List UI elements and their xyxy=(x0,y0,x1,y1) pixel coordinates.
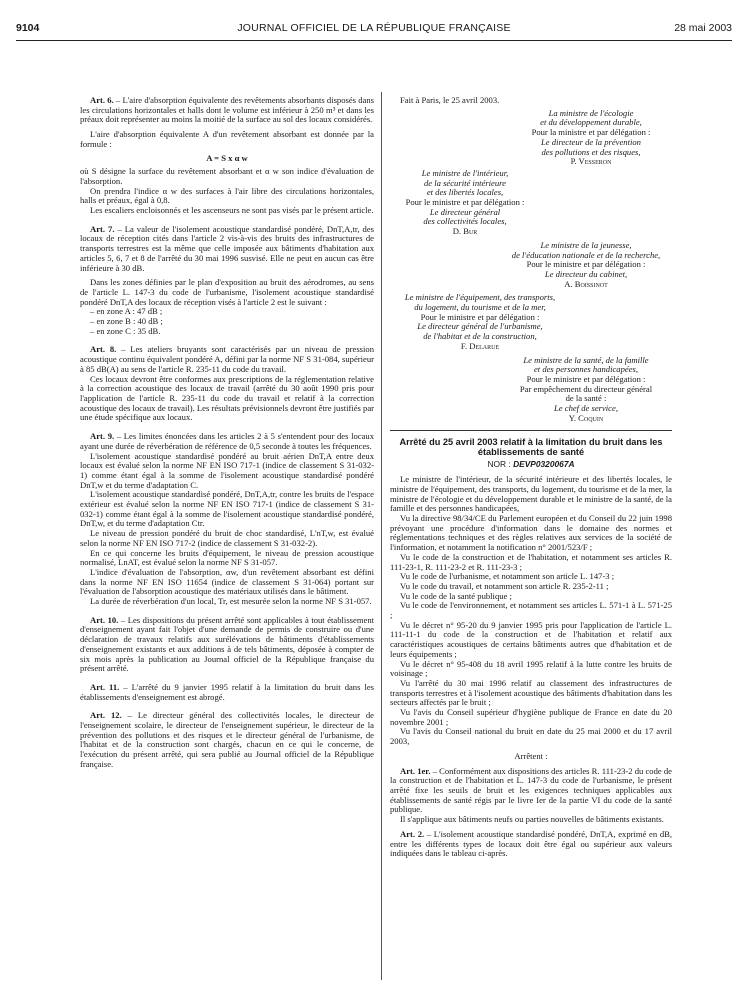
arretent: Arrêtent : xyxy=(514,750,548,761)
signatory-title: du logement, du tourisme et de la mer, xyxy=(414,302,546,313)
art7-para1 xyxy=(80,225,374,274)
signatory-title: Le ministre de la jeunesse, xyxy=(540,239,632,250)
article-number: Art. 11. xyxy=(90,681,120,692)
article-text: – L'arrêté du 9 janvier 1995 relatif à la limitation du bruit dans les établissements d'enseignement est abrogé. xyxy=(80,681,374,702)
vu-item: Vu le code de l'environnement, et notamment ses articles L. 571-1 à L. 571-25 ; xyxy=(390,600,672,621)
signatory-name: F. Delarue xyxy=(460,340,500,351)
place-date: Fait à Paris, le 25 avril 2003. xyxy=(400,95,500,105)
article-text: – Les dispositions du présent arrêté sont applicables à tout établissement d'enseignement ayant fait l'objet d'une demande de permis de construire ou d'une déclaration de travaux relatifs aux surélévations de bâtiments d'établissements d'enseignement existants et aux additions à de tels bâtiments, déposée à compter de six mois après la publication au Journal officiel de la République française du présent arrêté. xyxy=(80,614,375,674)
preamble: Le ministre de l'intérieur, de la sécurité intérieure et des libertés locales, le ministre de l'équipement, des transports, du logement, du tourisme et de la mer, la ministre de l'écologie et du développement durable et le ministre de la santé, de la famille et des personnes handicapées, xyxy=(390,474,672,514)
vu-item: Vu l'arrêté du 30 mai 1996 relatif au classement des infrastructures de transports terrestres et à l'isolement acoustique des bâtiments d'habitation dans les secteurs affectés par le bruit ; xyxy=(390,677,672,708)
formula: A = S x α w xyxy=(206,152,248,163)
signatory-title: et des libertés locales, xyxy=(426,187,504,198)
art6-para5: Les escaliers encloisonnés et les ascenseurs ne sont pas visés par le présent article. xyxy=(90,205,374,216)
journal-title: JOURNAL OFFICIEL DE LA RÉPUBLIQUE FRANÇAISE xyxy=(237,22,511,34)
delegation: Pour le ministre et par délégation : xyxy=(405,197,525,208)
art7-para2: Dans les zones définies par le plan d'exposition au bruit des aérodromes, au sens de l'article L. 147-3 du code de l'urbanisme, l'isolement acoustique standardisé pondéré DnT,A des locaux de réception visés à l'article 2 est le suivant : xyxy=(80,277,374,307)
article-text: – La valeur de l'isolement acoustique standardisé pondéré, DnT,A,tr, des locaux de réception cités dans l'article 2 vis-à-vis des bruits des infrastructures de transports terrestres est la même que celle imposée aux bâtiments d'habitation aux articles 5, 6, 7 et 8 de l'arrêté du 30 mai 1996 susvisé. Elle ne peut en aucun cas être inférieure à 30 dB. xyxy=(80,223,375,273)
signatory-role: de l'habitat et de la construction, xyxy=(423,331,537,342)
vu-item: Vu le code de la construction et de l'habitation, et notamment ses articles R. 111-23-1, R. 111-23-2 et R. 111-23-3 ; xyxy=(390,551,672,572)
delegation: Pour la ministre et par délégation : xyxy=(531,127,651,138)
article-number: Art. 7. xyxy=(90,223,115,234)
art1-para1 xyxy=(390,767,672,816)
issue-date: 28 mai 2003 xyxy=(674,22,732,34)
article-number: Art. 12. xyxy=(90,710,122,721)
signatory-title: et des personnes handicapées, xyxy=(533,364,639,375)
article-text: – Le directeur général des collectivités locales, le directeur de l'enseignement scolaire, le directeur de l'enseignement supérieur, le directeur de la prévention des pollutions et des risques et le directeur général de l'urbanisme, de l'habitat et de la construction sont chargés, chacun en ce qui le concerne, de l'exécution du présent arrêté, qui sera publié au Journal officiel de la République française. xyxy=(80,710,375,769)
signatory-role: Le directeur de la prévention xyxy=(541,136,641,147)
signatory-role: des pollutions et des risques, xyxy=(541,146,641,157)
signatory-role: Le chef de service, xyxy=(554,403,618,414)
delegation: Par empêchement du directeur général xyxy=(519,383,653,394)
article-number: Art. 9. xyxy=(90,431,115,442)
decree-title: Arrêté du 25 avril 2003 relatif à la limitation du bruit dans les établissements de santé xyxy=(399,436,663,457)
article-number: Art. 1er. xyxy=(400,765,431,776)
zone-c: – en zone C : 35 dB. xyxy=(90,325,161,336)
vu-item: Vu la directive 98/34/CE du Parlement européen et du Conseil du 22 juin 1998 prévoyant une procédure d'information dans le domaine des normes et réglementations techniques et des règles relatives aux services de la société de l'information, et notamment la notification n° 2001/523/F ; xyxy=(390,513,672,553)
nor-value: DEVP0320067A xyxy=(513,458,575,469)
art6-para4: On prendra l'indice α w des surfaces à l'air libre des circulations horizontales, halls et préaux, égal à 0,8. xyxy=(80,185,374,206)
page-number: 9104 xyxy=(16,22,40,34)
article-text: – Les ateliers bruyants sont caractérisés par un niveau de pression acoustique continu équivalent pondéré A, défini par la norme NF S 31-084, supérieur à 85 dB(A) au sens de l'article R. 235-11 du code du travail. xyxy=(80,344,375,374)
article-text: – Conformément aux dispositions des articles R. 111-23-2 du code de la construction et de l'habitation et L. 147-3 du code de l'urbanisme, le présent arrêté fixe les seuils de bruit et les exigences techniques applicables aux établissements de santé régis par le livre Ier de la partie VI du code de la santé publique. xyxy=(390,765,672,815)
signatory-title: de l'éducation nationale et de la recherche, xyxy=(511,249,661,260)
signatory-title: Le ministre de l'intérieur, xyxy=(421,167,509,178)
signatory-name: P. Vesseron xyxy=(570,156,612,167)
article-number: Art. 10. xyxy=(90,614,119,625)
vu-item: Vu le code de l'urbanisme, et notamment son article L. 147-3 ; xyxy=(400,571,615,582)
signature-block-equipement xyxy=(390,293,570,351)
art6-para2: L'aire d'absorption équivalente A d'un revêtement absorbant est donnée par la formule : xyxy=(80,129,374,149)
signatory-title: La ministre de l'écologie xyxy=(548,107,634,118)
art9-para5: En ce qui concerne les bruits d'équipement, le niveau de pression acoustique normalisé, LnAT, est évalué selon la norme NF S 31-057. xyxy=(80,547,374,568)
vu-item: Vu l'avis du Conseil supérieur d'hygiène publique de France en date du 20 novembre 2001 ; xyxy=(390,707,672,727)
page-header xyxy=(16,22,732,38)
nor-label: NOR : xyxy=(487,458,511,469)
vu-item: Vu l'avis du Conseil national du bruit en date du 25 mai 2000 et du 17 avril 2003, xyxy=(390,726,672,747)
vu-item: Vu le décret n° 95-408 du 18 avril 1995 relatif à la lutte contre les bruits de voisinage ; xyxy=(390,658,672,679)
vu-item: Vu le code du travail, et notamment son article R. 235-2-11 ; xyxy=(400,580,609,591)
article-text: – L'isolement acoustique standardisé pondéré, DnT,A, exprimé en dB, entre les différents types de locaux doit être égal ou supérieur aux valeurs indiquées dans le tableau ci-après. xyxy=(390,828,672,859)
zone-a: – en zone A : 47 dB ; xyxy=(90,306,163,317)
signatory-role: Le directeur du cabinet, xyxy=(544,268,628,279)
article-number: Art. 8. xyxy=(90,344,117,355)
art1-para2: Il s'applique aux bâtiments neufs ou parties nouvelles de bâtiments existants. xyxy=(400,814,664,825)
art9-para7: La durée de réverbération d'un local, Tr, est mesurée selon la norme NF S 31-057. xyxy=(90,596,372,607)
article-number: Art. 2. xyxy=(400,828,425,839)
signature-block-interieur xyxy=(390,169,540,237)
signatory-role: Le directeur général de l'urbanisme, xyxy=(417,321,543,332)
signatory-title: et du développement durable, xyxy=(540,117,642,128)
signature-block-ecologie xyxy=(390,109,672,167)
vu-item: Vu le code de la santé publique ; xyxy=(400,590,512,601)
nor-reference xyxy=(390,460,672,470)
art6-para1 xyxy=(80,96,374,125)
art8-para2: Ces locaux devront être conformes aux prescriptions de la réglementation relative à la correction acoustique des locaux de travail (arrêté du 30 août 1990 pris pour l'application de l'article R. 235-11 du code du travail et relatif à la correction acoustique des locaux de travail). Les résultats prévisionnels devront être justifiés par une étude spécifique aux locaux. xyxy=(80,373,375,423)
art8-para1 xyxy=(80,345,374,374)
art9-para3: L'isolement acoustique standardisé pondéré, DnT,A,tr, contre les bruits de l'espace extérieur est évalué selon la norme NF EN ISO 717-1 (indice de classement S 31-032-1) comme étant égal à la somme de l'isolement acoustique standardisé pondéré, DnT,w, et du terme d'adaptation Ctr. xyxy=(80,489,374,529)
delegation: Pour le ministre et par délégation : xyxy=(526,373,646,384)
header-rule xyxy=(16,40,732,41)
art9-para6: L'indice d'évaluation de l'absorption, αw, d'un revêtement absorbant est défini dans la norme NF EN ISO 11654 (indice de classement S 31-064) portant sur l'évaluation de l'absorption acoustique des matériaux utilisés dans le bâtiment. xyxy=(80,566,374,597)
signatory-name: Y. Coquin xyxy=(568,412,604,423)
article-number: Art. 6. xyxy=(90,95,114,105)
signatory-title: de la sécurité intérieure xyxy=(423,177,506,188)
signature-block-sante xyxy=(390,356,672,424)
art2-para1 xyxy=(390,830,672,859)
signatory-title: Le ministre de la santé, de la famille xyxy=(523,354,649,365)
art10-para1 xyxy=(80,616,374,674)
delegation: de la santé : xyxy=(565,393,607,404)
art12-para1 xyxy=(80,711,374,769)
left-column xyxy=(80,96,374,770)
signatory-role: des collectivités locales, xyxy=(423,216,507,227)
signatory-role: Le directeur général xyxy=(429,206,501,217)
column-divider xyxy=(381,92,382,980)
article-text: – Les limites énoncées dans les articles 2 à 5 s'entendent pour des locaux ayant une durée de réverbération de référence de 0,5 seconde à toutes les fréquences. xyxy=(80,431,375,451)
delegation: Pour le ministre et par délégation : xyxy=(526,259,646,270)
signatory-name: A. Boissinot xyxy=(564,278,608,289)
signatory-title: Le ministre de l'équipement, des transports, xyxy=(404,292,556,303)
art6-para3: où S désigne la surface du revêtement absorbant et α w son indice d'évaluation de l'absorption. xyxy=(80,166,374,186)
vu-item: Vu le décret n° 95-20 du 9 janvier 1995 pris pour l'application de l'article L. 111-11-1 du code de la construction et de l'habitation et relatif aux caractéristiques acoustiques de certains bâtiments autres que d'habitation et de leurs équipements ; xyxy=(390,619,672,659)
art9-para4: Le niveau de pression pondéré du bruit de choc standardisé, L'nT,w, est évalué selon la norme NF EN ISO 717-2 (indice de classement S 31-032-2). xyxy=(80,528,374,548)
signatory-name: D. Bur xyxy=(452,226,478,237)
art9-para2: L'isolement acoustique standardisé pondéré au bruit aérien DnT,A entre deux locaux est évalué selon la norme NF EN ISO 717-1 (indice de classement S 31-032-1) comme étant égal à la somme de l'isolement acoustique standardisé pondéré DnT,w et du terme d'adaptation C. xyxy=(80,450,374,490)
signature-block-education xyxy=(390,241,672,290)
art11-para1 xyxy=(80,683,374,702)
zone-b: – en zone B : 40 dB ; xyxy=(90,316,163,327)
section-separator xyxy=(390,430,672,431)
right-column xyxy=(390,96,672,859)
delegation: Pour le ministre et par délégation : xyxy=(420,311,540,322)
article-text: – L'aire d'absorption équivalente des revêtements absorbants disposés dans les circulations horizontales et halls dont le volume est inférieur à 250 m³ et dans les préaux doit représenter au moins la moitié de la surface au sol des locaux considérés. xyxy=(80,95,374,125)
art9-para1 xyxy=(80,432,374,451)
